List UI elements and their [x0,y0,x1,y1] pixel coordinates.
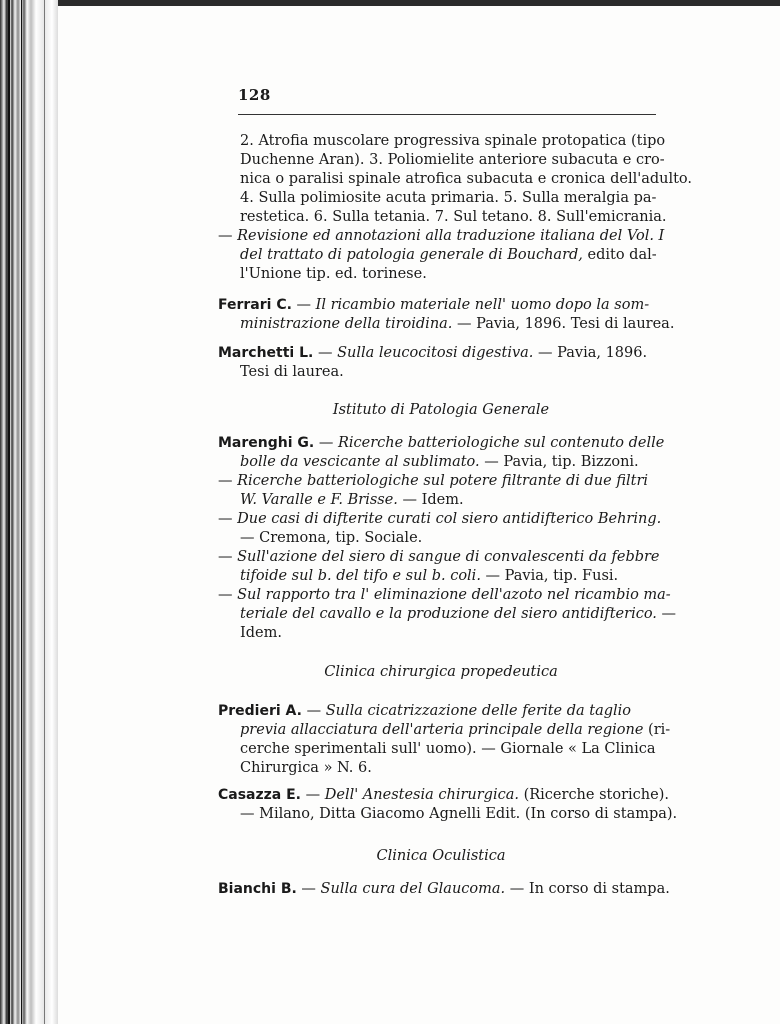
italic-title: Ricerche batteriologiche sul contenuto delle [337,435,665,451]
book-spine [0,0,58,1024]
dash: — [218,228,238,244]
header-rule [238,114,656,115]
page-number: 128 [238,86,271,104]
entry-casazza [218,786,678,824]
italic-title: previa allacciatura dell'arteria principale della regione [240,722,644,738]
text: — Pavia, tip. Fusi. [480,568,619,584]
text-line: 4. Sulla polimiosite acuta primaria. 5. Sulla meralgia pa- [240,190,657,206]
italic-title: Revisione ed annotazioni alla traduzione italiana del Vol. I [237,228,665,244]
italic-title: del trattato di patologia generale di Bouchard, [240,247,583,263]
italic-title: W. Varalle e F. Brisse. [240,492,398,508]
text-line: 2. Atrofia muscolare progressiva spinale protopatica (tipo [240,133,666,149]
dash: — [218,587,238,603]
text-line: restetica. 6. Sulla tetania. 7. Sul tetano. 8. Sull'emicrania. [240,209,667,225]
dash: — [291,297,316,313]
dash: — [314,435,338,451]
section-heading: Istituto di Patologia Generale [332,402,550,418]
text: (Ricerche storiche). [518,787,669,803]
italic-title: Sul rapporto tra l' eliminazione dell'azoto nel ricambio ma- [237,587,671,603]
text-line: cerche sperimentali sull' uomo). — Giornale « La Clinica [240,741,656,757]
text-line: Tesi di laurea. [240,364,344,380]
author-name: Marchetti L. [218,345,314,361]
dash: — [301,787,325,803]
section-heading: Clinica Oculistica [376,848,506,864]
italic-title: Sull'azione del siero di sangue di convalescenti da febbre [237,549,660,565]
italic-title: bolle da vescicante al sublimato. [240,454,480,470]
dash: — [218,511,238,527]
text-line: — Milano, Ditta Giacomo Agnelli Edit. (In corso di stampa). [240,806,678,822]
dash: — [656,606,677,622]
italic-title: Sulla cicatrizzazione delle ferite da taglio [325,703,632,719]
scan-top-edge [0,0,780,6]
author-name: Marenghi G. [218,435,315,451]
author-name: Bianchi B. [218,881,297,897]
continued-entry [218,132,693,284]
dash: — [313,345,338,361]
text-line: nica o paralisi spinale atrofica subacuta e cronica dell'adulto. [240,171,693,187]
italic-title: tifoide sul b. del tifo e sul b. coli. [240,568,481,584]
text: — In corso di stampa. [505,881,670,897]
dash: — [301,703,326,719]
italic-title: Ricerche batteriologiche sul potere filtrante di due filtri [237,473,649,489]
dash: — [296,881,321,897]
entry-predieri [218,702,671,778]
text-line: l'Unione tip. ed. torinese. [240,266,427,282]
entry-marenghi [218,434,677,643]
italic-title: teriale del cavallo e la produzione del siero antidifterico. [240,606,657,622]
entry-marchetti [218,344,664,382]
spine-line [44,0,45,1024]
dash: — [218,549,238,565]
text: edito dal- [582,247,657,263]
text-line: Duchenne Aran). 3. Poliomielite anteriore subacuta e cro- [240,152,665,168]
italic-title: ministrazione della tiroidina. [240,316,453,332]
author-name: Predieri A. [218,703,302,719]
text-line: — Cremona, tip. Sociale. [240,530,423,546]
text: — Pavia, tip. Bizzoni. [479,454,639,470]
author-name: Casazza E. [218,787,302,803]
text: (ri- [643,722,671,738]
author-name: Ferrari C. [218,297,292,313]
italic-title: Sulla leucocitosi digestiva. [337,345,534,361]
text-line: Idem. [240,625,282,641]
text: — Idem. [397,492,464,508]
section-heading: Clinica chirurgica propedeutica [324,664,558,680]
entry-bianchi [218,880,670,899]
italic-title: Sulla cura del Glaucoma. [320,881,506,897]
spine-line [8,0,10,1024]
dash: — [218,473,238,489]
entry-ferrari [218,296,675,334]
text: — Pavia, 1896. [533,345,648,361]
italic-title: Due casi di difterite curati col siero antidifterico Behring. [237,511,662,527]
text-line: Chirurgica » N. 6. [240,760,372,776]
spine-line [21,0,22,1024]
italic-title: Il ricambio materiale nell' uomo dopo la som- [315,297,650,313]
italic-title: Dell' Anestesia chirurgica. [324,787,519,803]
text: — Pavia, 1896. Tesi di laurea. [452,316,675,332]
